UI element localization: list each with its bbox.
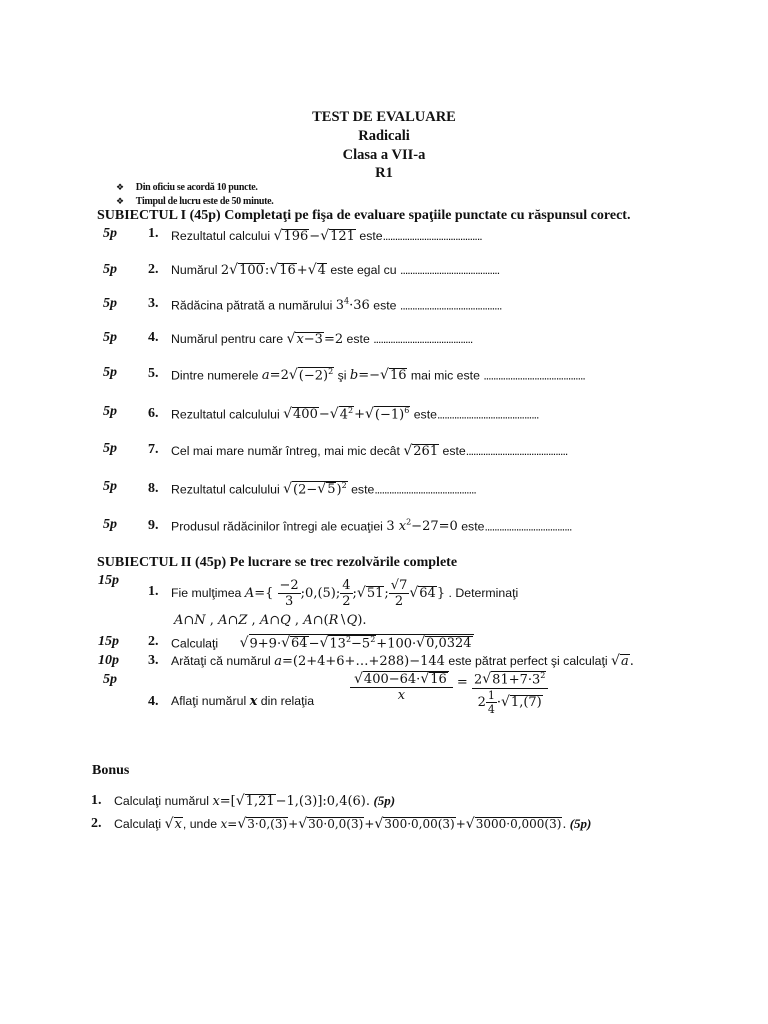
item-points: 5p <box>103 404 117 419</box>
item-number: 3. <box>148 296 159 311</box>
item-points: 10p <box>98 653 119 668</box>
test-variant: R1 <box>375 165 393 181</box>
section2-title: SUBIECTUL II (45p) Pe lucrare se trec rezolvările complete <box>97 555 458 570</box>
item-points: 5p <box>103 330 117 345</box>
item-points: 5p <box>103 672 117 687</box>
item-number: 2. <box>91 816 102 831</box>
item-number: 1. <box>91 793 102 808</box>
question-9: Produsul rădăcinilor întregi ale ecuaţiei 3 $x^2-27=0$ este.................................... <box>171 518 572 535</box>
bonus-title: Bonus <box>92 763 130 778</box>
question-7: Cel mai mare număr întreg, mai mic decât √261 este.......................................... <box>171 443 568 459</box>
question-4: Numărul pentru care √x−3=2 este ......................................... <box>171 331 473 347</box>
diamond-bullet-icon: ❖ <box>116 197 124 207</box>
question-3: Rădăcina pătrată a numărului $3^4\cdot 36$ este .......................................... <box>171 297 502 314</box>
item-points: 5p <box>103 365 117 380</box>
item-number: 2. <box>148 262 159 277</box>
item-number: 5. <box>148 366 159 381</box>
item-number: 8. <box>148 481 159 496</box>
item-points: 5p <box>103 479 117 494</box>
item-number: 1. <box>148 226 159 241</box>
problem-2: Calculaţi $√9+9\cdot√64-√13^2-5^2+100\cdot√0,0324$ <box>171 635 472 652</box>
question-1: Rezultatul calcului √196−√121 este......................................... <box>171 228 482 244</box>
test-title: TEST DE EVALUARE <box>312 109 456 125</box>
problem-1-sets: A∩N , A∩Z , A∩Q , A∩(R∖Q). <box>174 613 367 628</box>
problem-4-equation: $\frac{√400-64\cdot√16}{x}$ = $2√81+7\cdot 3^2$ 2 $\frac{1}{4}$ ·√1,(7) <box>350 671 548 716</box>
item-number: 6. <box>148 406 159 421</box>
question-2: Numărul 2√100:√16+√4 este egal cu ......................................... <box>171 262 500 278</box>
section1-title: SUBIECTUL I (45p) Completaţi pe fişa de evaluare spaţiile punctate cu răspunsul corect. <box>97 208 631 223</box>
problem-3: Arătaţi că numărul a=(2+4+6+…+288)−144 este pătrat perfect şi calculaţi √a. <box>171 653 634 669</box>
item-number: 9. <box>148 518 159 533</box>
item-number: 3. <box>148 653 159 668</box>
bonus-problem-1: Calculaţi numărul x=[√1,21−1,(3)]:0,4(6). (5p) <box>114 793 396 809</box>
question-5: Dintre numerele $a=2√(-2)^2$ şi b=−√16 mai mic este .......................................... <box>171 367 585 384</box>
item-number: 4. <box>148 694 159 709</box>
problem-4: Aflaţi numărul x din relaţia <box>171 694 315 709</box>
item-number: 2. <box>148 634 159 649</box>
question-8: Rezultatul calculului $√(2-√5)^2$ este.......................................... <box>171 481 476 498</box>
item-points: 5p <box>103 226 117 241</box>
test-class: Clasa a VII-a <box>342 147 426 163</box>
note-points: ❖ Din oficiu se acordă 10 puncte. <box>116 182 258 193</box>
item-number: 7. <box>148 442 159 457</box>
item-points: 5p <box>103 441 117 456</box>
item-number: 4. <box>148 330 159 345</box>
item-points: 5p <box>103 262 117 277</box>
item-points: 5p <box>103 517 117 532</box>
item-number: 1. <box>148 584 159 599</box>
item-points: 5p <box>103 296 117 311</box>
question-6: Rezultatul calculului $√400-√4^2+√(-1)^6$ este.......................................... <box>171 406 539 423</box>
problem-1: Fie mulţimea A={ $\frac{-2}{3}$ ;0,(5); $\frac{4}{2}$ ;√51; $\frac{√7}{2}$ √64} . Determinaţi <box>171 578 519 609</box>
item-points: 15p <box>98 634 119 649</box>
diamond-bullet-icon: ❖ <box>116 183 124 193</box>
bonus-problem-2: Calculaţi √x, unde x=√3·0,(3)+√30·0,0(3)+√300·0,00(3)+√3000·0,000(3). (5p) <box>114 816 592 832</box>
note-time: ❖ Timpul de lucru este de 50 minute. <box>116 196 274 207</box>
item-points: 15p <box>98 573 119 588</box>
test-subject: Radicali <box>358 128 410 144</box>
